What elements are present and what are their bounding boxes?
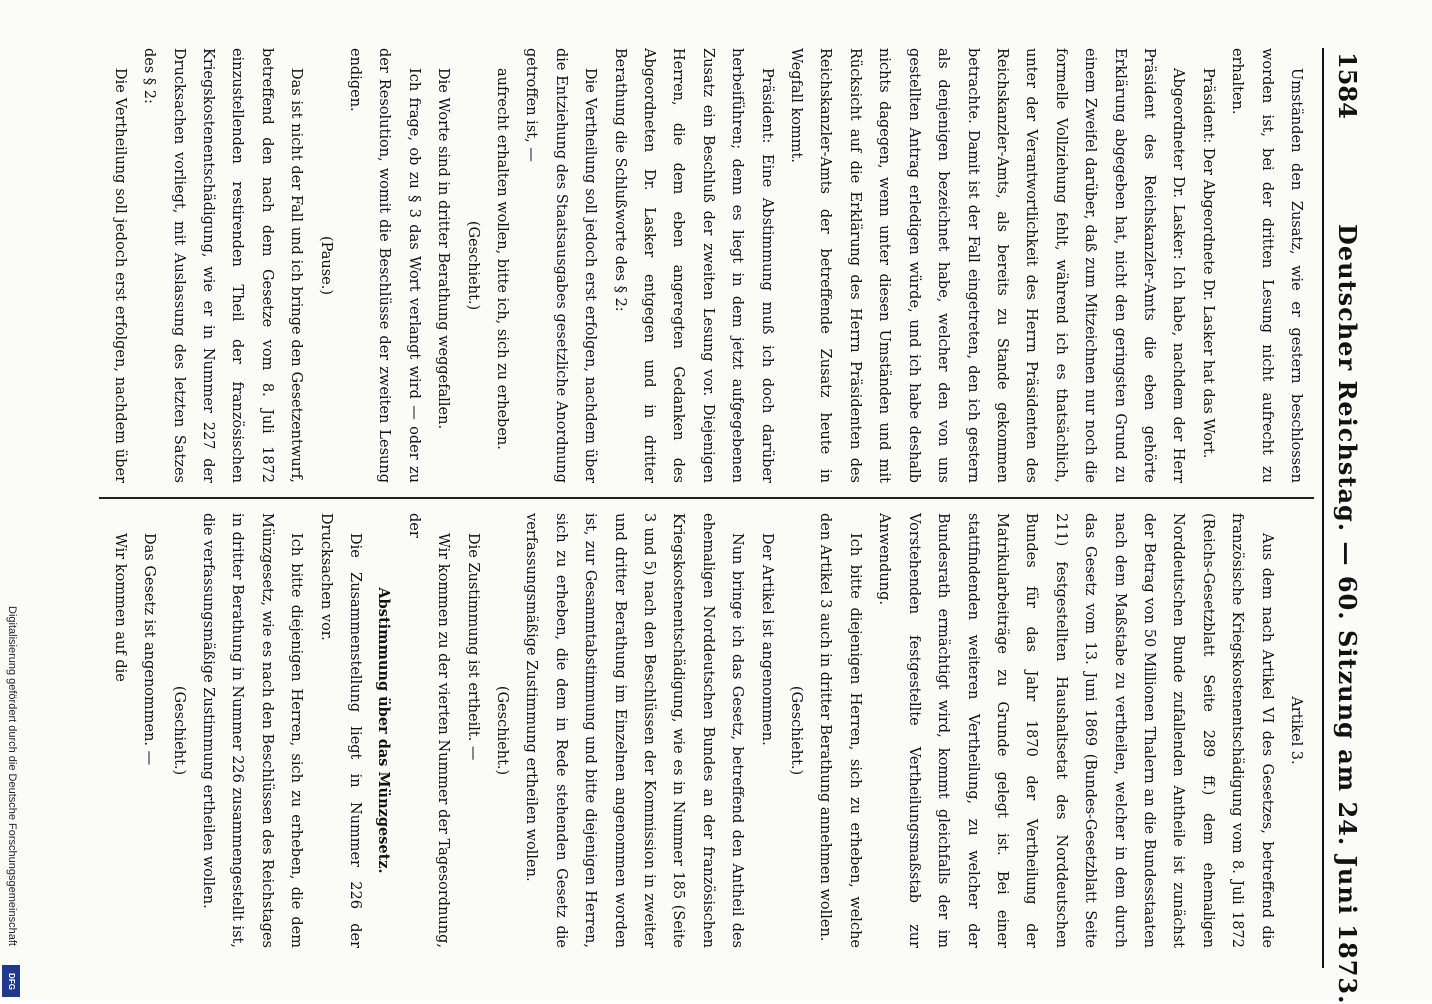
dfg-logo [2,965,20,997]
page-number: 1584 [1333,52,1362,119]
paragraph: Die Vertheilung soll jedoch erst erfolgen, nachdem über [111,68,128,483]
page-header [1328,48,1366,1004]
paragraph: Nun bringe ich das Gesetz, betreffend den Antheil des ehemaligen Norddeutschen Bundes an der französischen Kriegskostenentschädigung, wie es in Nummer 185 (Seite 3 und 5) nach den Beschlüssen der Kommission in zweiter und dritter Berathung im Einzelnen angenommen worden ist, zur Gesammtabstimmung und bitte diejenigen Herren, sich zu erheben, die dem in Rede stehenden Gesetz die verfassungsmäßige Zustimmung ertheilen wollen. [523,513,746,948]
rotated-page-content [86,48,1366,1004]
paragraph: Wir kommen auf die [111,533,128,682]
paragraph: Das Gesetz ist angenommen. — [141,533,158,766]
section-heading: Abstimmung über das Münzgesetz. [375,587,393,874]
stage-note: (Pause.) [317,235,334,296]
paragraph: Wir kommen zu der vierten Nummer der Tagesordnung, der [405,513,452,948]
dfg-logo-text: DFG [6,972,16,990]
paragraph: Die Zustimmung ist ertheilt. — [464,533,481,761]
left-column [100,48,1310,483]
column-divider [99,497,1314,499]
funding-note-text: Digitalisierung gefördert durch die Deutsche Forschungsgemeinschaft [6,606,18,946]
paragraph: Der Artikel ist angenommen. [758,533,775,746]
paragraph: Das ist nicht der Fall und ich bringe den Gesetzentwurf, betreffend den nach dem Gesetze vom 8. Juli 1872 einzustellenden restirenden Theil der französischen Kriegskostenentschädigung, wie er in Nummer 227 der Drucksachen vorliegt, mit Auslassung des letzten Satzes des § 2: [141,48,305,483]
paragraph: Präsident: Eine Abstimmung muß ich doch darüber herbeiführen; denn es liegt in dem jetzt aufgegebenen Zusatz ein Beschluß der zweiten Lesung vor. Diejenigen Herren, die dem eben angeregten Gedanken des Abgeordneten Dr. Lasker entgegen und in dritter Berathung die Schlußworte des § 2: [611,48,775,483]
agenda-item [100,513,104,948]
paragraph: Aus dem nach Artikel VI des Gesetzes, betreffend die französische Kriegskostenentschädigung vom 8. Juli 1872 (Reichs-Gesetzblatt Seite 289 ff.) dem ehemaligen Norddeutschen Bunde zufallenden Antheile ist zunächst der Betrag von 50 Millionen Thalern an die Bundesstaaten nach dem Maßstabe zu vertheilen, welcher in dem durch das Gesetz vom 13. Juni 1869 (Bundes-Gesetzblatt Seite 211) festgestellten Haushaltsetat des Norddeutschen Bundes für das Jahr 1870 der Vertheilung der Matrikularbeiträge zu Grunde gelegt ist. Bei einer stattfindenden weiteren Vertheilung, zu welcher der Bundesrath ermächtigt wird, kommt gleichfalls der im Vorstehenden festgestellte Vertheilungsmaßstab zur Anwendung. [876,513,1275,948]
header-rule [1322,48,1324,968]
paragraph: Die Worte sind in dritter Berathung weggefallen. [435,68,452,430]
paragraph: Umständen den Zusatz, wie er gestern beschlossen worden ist, bei der dritten Lesung nicht aufrecht zu erhalten. [1229,48,1304,483]
paragraph: Ich bitte diejenigen Herren, sich zu erheben, die dem Münzgesetz, wie es nach den Beschlüssen des Reichstages in dritter Berathung in Nummer 226 zusammengestellt ist, die verfassungsmäßige Zustimmung ertheilen wollen. [199,513,305,948]
paragraph: Ich bitte diejenigen Herren, sich zu erheben, welche den Artikel 3 auch in dritter Berathung annehmen wollen. [817,513,863,948]
paragraph: Ich frage, ob zu § 3 das Wort verlangt wird — oder zu der Resolution, womit die Beschlüsse der zweiten Lesung endigen. [347,48,422,483]
funding-note [4,606,20,1000]
stage-note: (Geschieht.) [494,685,511,776]
paragraph: Präsident: Der Abgeordnete Dr. Lasker hat das Wort. [1199,68,1216,459]
page-title: Deutscher Reichstag. — 60. Sitzung am 24. Juni 1873. [1333,224,1362,1004]
paragraph: Die Vertheilung soll jedoch erst erfolgen, nachdem über die Entziehung des Staatsausgabes gesetzliche Anordnung getroffen ist, — [523,48,599,483]
stage-note: (Geschieht.) [170,685,187,776]
stage-note: (Geschieht.) [464,220,481,311]
paragraph: Die Zusammenstellung liegt in Nummer 226 der Drucksachen vor. [317,513,363,948]
paragraph: aufrecht erhalten wollen, bitte ich, sich zu erheben. [494,68,511,450]
right-column [100,513,1310,948]
stage-note: (Geschieht.) [788,685,805,776]
paragraph: Abgeordneter Dr. Lasker: Ich habe, nachdem der Herr Präsident des Reichskanzler-Amts die eben gehörte Erklärung abgegeben hat, nicht den geringsten Grund zu einem Zweifel darüber, daß zum Mitzeichnen nur noch die formelle Vollziehung fehlt, während ich es thatsächlich, unter der Verantwortlichkeit des Herrn Präsidenten des Reichskanzler-Amts, als bereits zu Stande gekommen betrachte. Damit ist der Fall eingetreten, den ich gestern als denjenigen bezeichnet habe, welcher den von uns gestellten Antrag erledigen würde, und ich habe deshalb nichts dagegen, wenn unter diesen Umständen und mit Rücksicht auf die Erklärung des Herrn Präsidenten des Reichskanzler-Amts der betreffende Zusatz heute in Wegfall kommt. [788,48,1187,483]
article-heading: Artikel 3. [1288,696,1304,765]
